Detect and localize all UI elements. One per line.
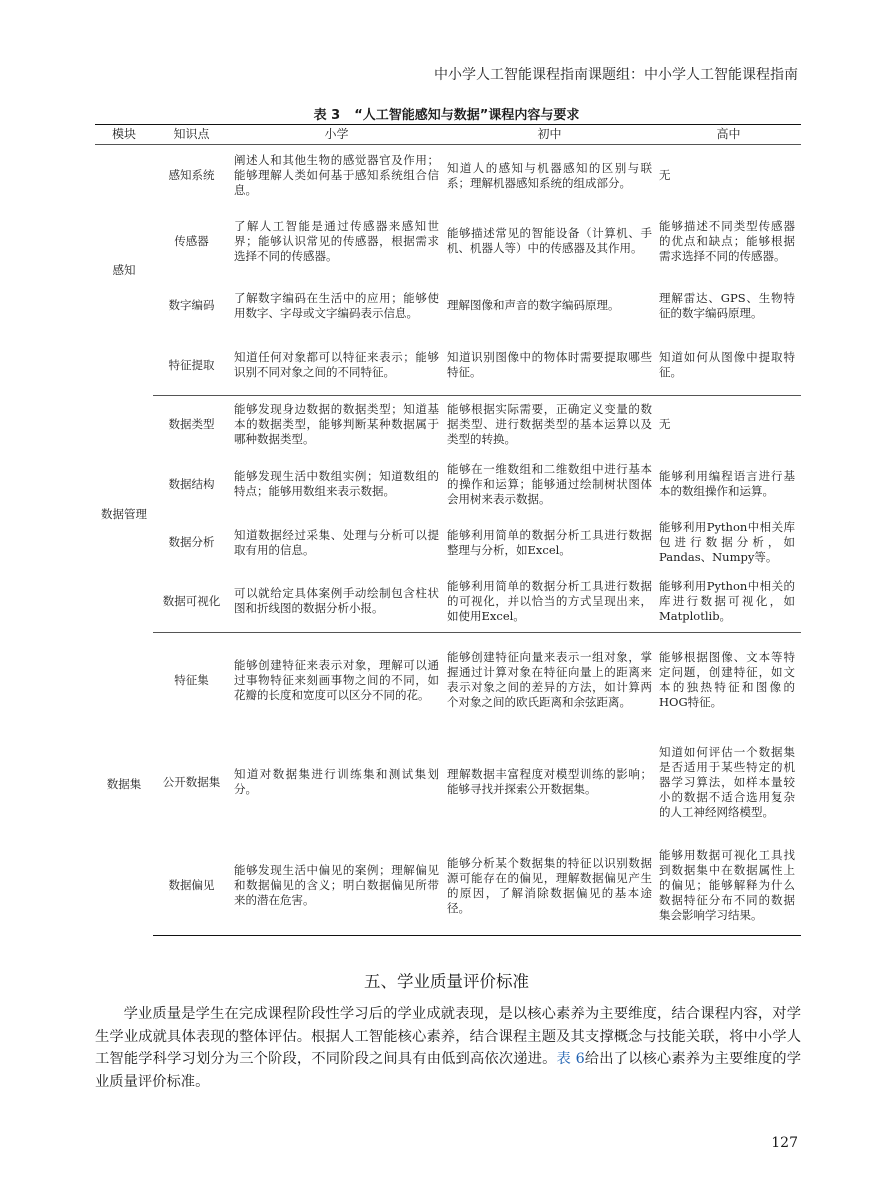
table-row <box>95 336 801 396</box>
middle-cell: 能够在一维数组和二维数组中进行基本的操作和运算；能够通过绘制树状图体会用树来表示数据。 <box>447 461 652 506</box>
knowledge-point-cell: 传感器 <box>174 233 209 248</box>
curriculum-table <box>95 124 801 936</box>
high-cell: 理解雷达、GPS、生物特征的数字编码原理。 <box>659 290 795 320</box>
table-row <box>95 396 801 454</box>
middle-cell: 能够利用简单的数据分析工具进行数据的可视化，并以恰当的方式呈现出来，如使用Excel。 <box>443 571 656 633</box>
primary-cell: 能够发现生活中数组实例；知道数组的特点；能够用数组来表示数据。 <box>234 469 439 498</box>
high-cell: 能够利用Python中相关的库进行数据可视化，如Matplotlib。 <box>656 571 801 633</box>
primary-cell: 阐述人和其他生物的感觉器官及作用；能够理解人类如何基于感知系统组合信息。 <box>234 153 439 198</box>
knowledge-point-cell: 公开数据集 <box>162 774 221 789</box>
middle-cell: 能够描述常见的智能设备（计算机、手机、机器人等）中的传感器及其作用。 <box>447 226 652 255</box>
knowledge-point-cell: 数字编码 <box>168 298 215 312</box>
high-cell: 无 <box>659 168 671 183</box>
primary-cell: 能够创建特征来表示对象，理解可以通过事物特征来刻画事物之间的不同，如花瓣的长度和宽度可以区分不同的花。 <box>234 657 439 702</box>
knowledge-point-cell: 数据分析 <box>168 535 215 549</box>
high-cell: 知道如何评估一个数据集是否适用于某些特定的机器学习算法，如样本量较小的数据不适合选用复杂的人工神经网络模型。 <box>659 744 795 819</box>
table-caption-label: 表 3 <box>313 108 341 123</box>
header-middle: 初中 <box>443 125 656 145</box>
header-module: 模块 <box>95 125 153 145</box>
table-header-row <box>95 125 801 145</box>
knowledge-point-cell: 特征集 <box>174 672 209 687</box>
knowledge-point-cell: 数据偏见 <box>153 837 230 936</box>
paragraph-text-end: 给出了以核心素养为主要维度的学业质量评价标准。 <box>95 1051 802 1090</box>
primary-cell: 能够发现生活中偏见的案例；理解偏见和数据偏见的含义；明白数据偏见所带来的潜在危害。 <box>230 837 443 936</box>
running-header: 中小学人工智能课程指南课题组：中小学人工智能课程指南 <box>434 67 798 83</box>
table-row <box>95 207 801 276</box>
middle-cell: 知道人的感知与机器感知的区别与联系；理解机器感知系统的组成部分。 <box>447 160 652 190</box>
primary-cell: 知道数据经过采集、处理与分析可以提取有用的信息。 <box>234 527 439 557</box>
knowledge-point-cell: 数据结构 <box>168 476 215 491</box>
high-cell: 能够根据图像、文本等特定问题，创建特征，如文本的独热特征和图像的HOG特征。 <box>659 650 795 710</box>
table-row <box>95 515 801 571</box>
middle-cell: 能够根据实际需要，正确定义变量的数据类型、进行数据类型的基本运算以及类型的转换。 <box>447 402 652 447</box>
table-row <box>95 145 801 207</box>
middle-cell: 能够创建特征向量来表示一组对象，掌握通过计算对象在特征向量上的距离来表示对象之间的差异的方法，如计算两个对象之间的欧氏距离和余弦距离。 <box>447 650 652 710</box>
table-row <box>95 728 801 837</box>
middle-cell: 能够利用简单的数据分析工具进行数据整理与分析，如Excel。 <box>447 527 652 557</box>
primary-cell: 知道任何对象都可以特征来表示；能够识别不同对象之间的不同特征。 <box>230 336 443 396</box>
table-reference-link[interactable]: 表 6 <box>556 1051 585 1067</box>
knowledge-point-cell: 感知系统 <box>168 168 215 183</box>
module-cell: 数据集 <box>106 776 142 791</box>
header-primary: 小学 <box>230 125 443 145</box>
table-row <box>95 633 801 728</box>
middle-cell: 知道识别图像中的物体时需要提取哪些特征。 <box>443 336 656 396</box>
high-cell: 能够利用编程语言进行基本的数组操作和运算。 <box>659 469 795 498</box>
table-caption-title: “人工智能感知与数据”课程内容与要求 <box>354 108 580 123</box>
middle-cell: 理解图像和声音的数字编码原理。 <box>447 298 620 312</box>
high-cell: 无 <box>659 417 671 432</box>
knowledge-point-cell: 数据可视化 <box>153 571 230 633</box>
module-cell: 感知 <box>112 262 136 277</box>
table-row <box>95 571 801 633</box>
middle-cell: 能够分析某个数据集的特征以识别数据源可能存在的偏见，理解数据偏见产生的原因，了解消除数据偏见的基本途径。 <box>443 837 656 936</box>
header-high: 高中 <box>656 125 801 145</box>
middle-cell: 理解数据丰富程度对模型训练的影响；能够寻找并探索公开数据集。 <box>447 767 652 796</box>
page-number: 127 <box>771 1135 798 1151</box>
paragraph-text: 学业质量是学生在完成课程阶段性学习后的学业成就表现，是以核心素养为主要维度，结合课程内容，对学生学业成就具体表现的整体评估。根据人工智能核心素养，结合课程主题及其支撑概念与技能关联，将中小学人工智能学科学习划分为三个阶段，不同阶段之间具有由低到高依次递进。 <box>95 1006 801 1067</box>
table-row <box>95 454 801 515</box>
module-cell: 数据管理 <box>101 506 147 521</box>
high-cell: 能够描述不同类型传感器的优点和缺点；能够根据需求选择不同的传感器。 <box>659 218 795 263</box>
knowledge-point-cell: 数据类型 <box>168 417 215 432</box>
header-knowledge-point: 知识点 <box>153 125 230 145</box>
table-row <box>95 837 801 936</box>
primary-cell: 知道对数据集进行训练集和测试集划分。 <box>234 767 439 796</box>
table-row <box>95 276 801 336</box>
table-caption <box>0 104 893 123</box>
high-cell: 知道如何从图像中提取特征。 <box>656 336 801 396</box>
primary-cell: 了解数字编码在生活中的应用；能够使用数字、字母或文字编码表示信息。 <box>234 290 439 320</box>
primary-cell: 可以就给定具体案例手动绘制包含柱状图和折线图的数据分析小报。 <box>230 571 443 633</box>
primary-cell: 能够发现身边数据的数据类型；知道基本的数据类型，能够判断某种数据属于哪种数据类型。 <box>234 402 439 447</box>
high-cell: 能够用数据可视化工具找到数据集中在数据属性上的偏见；能够解释为什么数据特征分布不同的数据集会影响学习结果。 <box>656 837 801 936</box>
high-cell: 能够利用Python中相关库包进行数据分析，如Pandas、Numpy等。 <box>659 520 795 564</box>
knowledge-point-cell: 特征提取 <box>153 336 230 396</box>
primary-cell: 了解人工智能是通过传感器来感知世界；能够认识常见的传感器，根据需求选择不同的传感器。 <box>234 218 439 263</box>
section-heading: 五、学业质量评价标准 <box>364 972 529 991</box>
body-paragraph <box>95 1003 801 1093</box>
